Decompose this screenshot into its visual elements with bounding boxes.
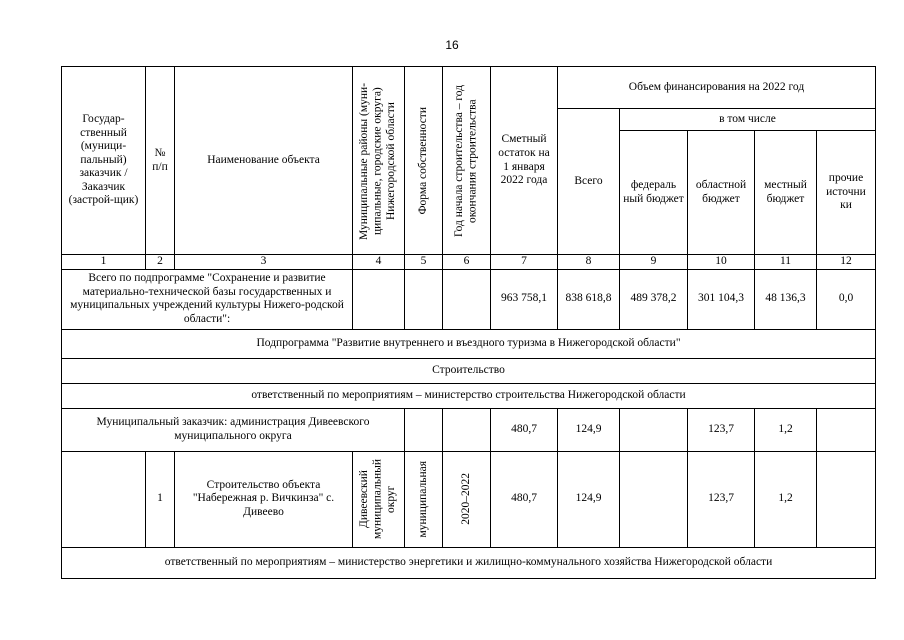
municipal-customer-estimated-balance: 480,7: [491, 408, 558, 451]
header-financing-2022: Объем финансирования на 2022 год: [558, 67, 876, 109]
municipal-customer-regional: 123,7: [688, 408, 755, 451]
object-regional: 123,7: [688, 451, 755, 547]
column-number: 3: [175, 255, 353, 270]
header-including: в том числе: [620, 109, 876, 131]
column-number: 11: [755, 255, 817, 270]
object-years: [443, 451, 491, 547]
responsible-construction-row: [62, 383, 876, 408]
subprogram-heading-row: [62, 329, 876, 358]
header-local: местный бюджет: [755, 131, 817, 255]
header-years: [443, 67, 491, 255]
header-municipal-districts-text: Муниципальные районы (муни-ципальные, городские округа) Нижегородской области: [358, 81, 398, 240]
subprogram-total-regional: 301 104,3: [688, 269, 755, 329]
object-other: [817, 451, 876, 547]
column-numbers-row: [62, 255, 876, 270]
subprogram-total-row: [62, 269, 876, 329]
header-ownership-text: Форма собственности: [416, 106, 429, 215]
subprogram-total-label: Всего по подпрограмме "Сохранение и развитие материально-технической базы государственных и муниципальных учреждений культуры Нижего-родской области":: [62, 269, 353, 329]
object-local: 1,2: [755, 451, 817, 547]
subprogram-total-local: 48 136,3: [755, 269, 817, 329]
column-number: 1: [62, 255, 146, 270]
subprogram-total-other: 0,0: [817, 269, 876, 329]
financing-table: [61, 66, 876, 579]
empty-cell: [62, 451, 146, 547]
object-name: Строительство объекта "Набережная р. Вичкинза" с. Дивеево: [175, 451, 353, 547]
column-number: 2: [146, 255, 175, 270]
object-ownership: [405, 451, 443, 547]
object-district-text: Дивеевский муниципальный округ: [358, 459, 398, 540]
column-number: 12: [817, 255, 876, 270]
subprogram-total-total: 838 618,8: [558, 269, 620, 329]
page-number: 16: [445, 38, 459, 52]
header-federal: федераль ный бюджет: [620, 131, 688, 255]
header-customer: Государ-ственный (муници-пальный) заказчик / Заказчик (застрой-щик): [62, 67, 146, 255]
column-number: 8: [558, 255, 620, 270]
header-total: Всего: [558, 109, 620, 255]
column-number: 6: [443, 255, 491, 270]
header-object-name: Наименование объекта: [175, 67, 353, 255]
object-federal: [620, 451, 688, 547]
header-years-text: Год начала строительства – год окончания строительства: [452, 84, 479, 237]
column-number: 4: [353, 255, 405, 270]
column-number: 7: [491, 255, 558, 270]
object-ownership-text: муниципальная: [416, 460, 429, 538]
object-estimated-balance: 480,7: [491, 451, 558, 547]
responsible-energy: ответственный по мероприятиям – министерство энергетики и жилищно-коммунального хозяйства Нижегородской области: [62, 547, 876, 578]
construction-heading-row: [62, 358, 876, 383]
header-estimated-balance: Сметный остаток на 1 января 2022 года: [491, 67, 558, 255]
object-years-text: 2020–2022: [459, 473, 472, 525]
municipal-customer-local: 1,2: [755, 408, 817, 451]
object-num: 1: [146, 451, 175, 547]
empty-cell: [443, 408, 491, 451]
object-row: [62, 451, 876, 547]
header-ownership: [405, 67, 443, 255]
subprogram-heading: Подпрограмма "Развитие внутреннего и въездного туризма в Нижегородской области": [62, 329, 876, 358]
municipal-customer-label: Муниципальный заказчик: администрация Дивеевского муниципального округа: [62, 408, 405, 451]
header-num: № п/п: [146, 67, 175, 255]
municipal-customer-federal: [620, 408, 688, 451]
column-number: 5: [405, 255, 443, 270]
header-other: прочие источни ки: [817, 131, 876, 255]
construction-heading: Строительство: [62, 358, 876, 383]
object-district: [353, 451, 405, 547]
responsible-construction: ответственный по мероприятиям – министерство строительства Нижегородской области: [62, 383, 876, 408]
empty-cell: [353, 269, 405, 329]
municipal-customer-other: [817, 408, 876, 451]
empty-cell: [443, 269, 491, 329]
responsible-energy-row: [62, 547, 876, 578]
column-number: 9: [620, 255, 688, 270]
header-municipal-districts: [353, 67, 405, 255]
empty-cell: [405, 408, 443, 451]
column-number: 10: [688, 255, 755, 270]
subprogram-total-estimated-balance: 963 758,1: [491, 269, 558, 329]
header-regional: областной бюджет: [688, 131, 755, 255]
empty-cell: [405, 269, 443, 329]
object-total: 124,9: [558, 451, 620, 547]
subprogram-total-federal: 489 378,2: [620, 269, 688, 329]
municipal-customer-row: [62, 408, 876, 451]
municipal-customer-total: 124,9: [558, 408, 620, 451]
